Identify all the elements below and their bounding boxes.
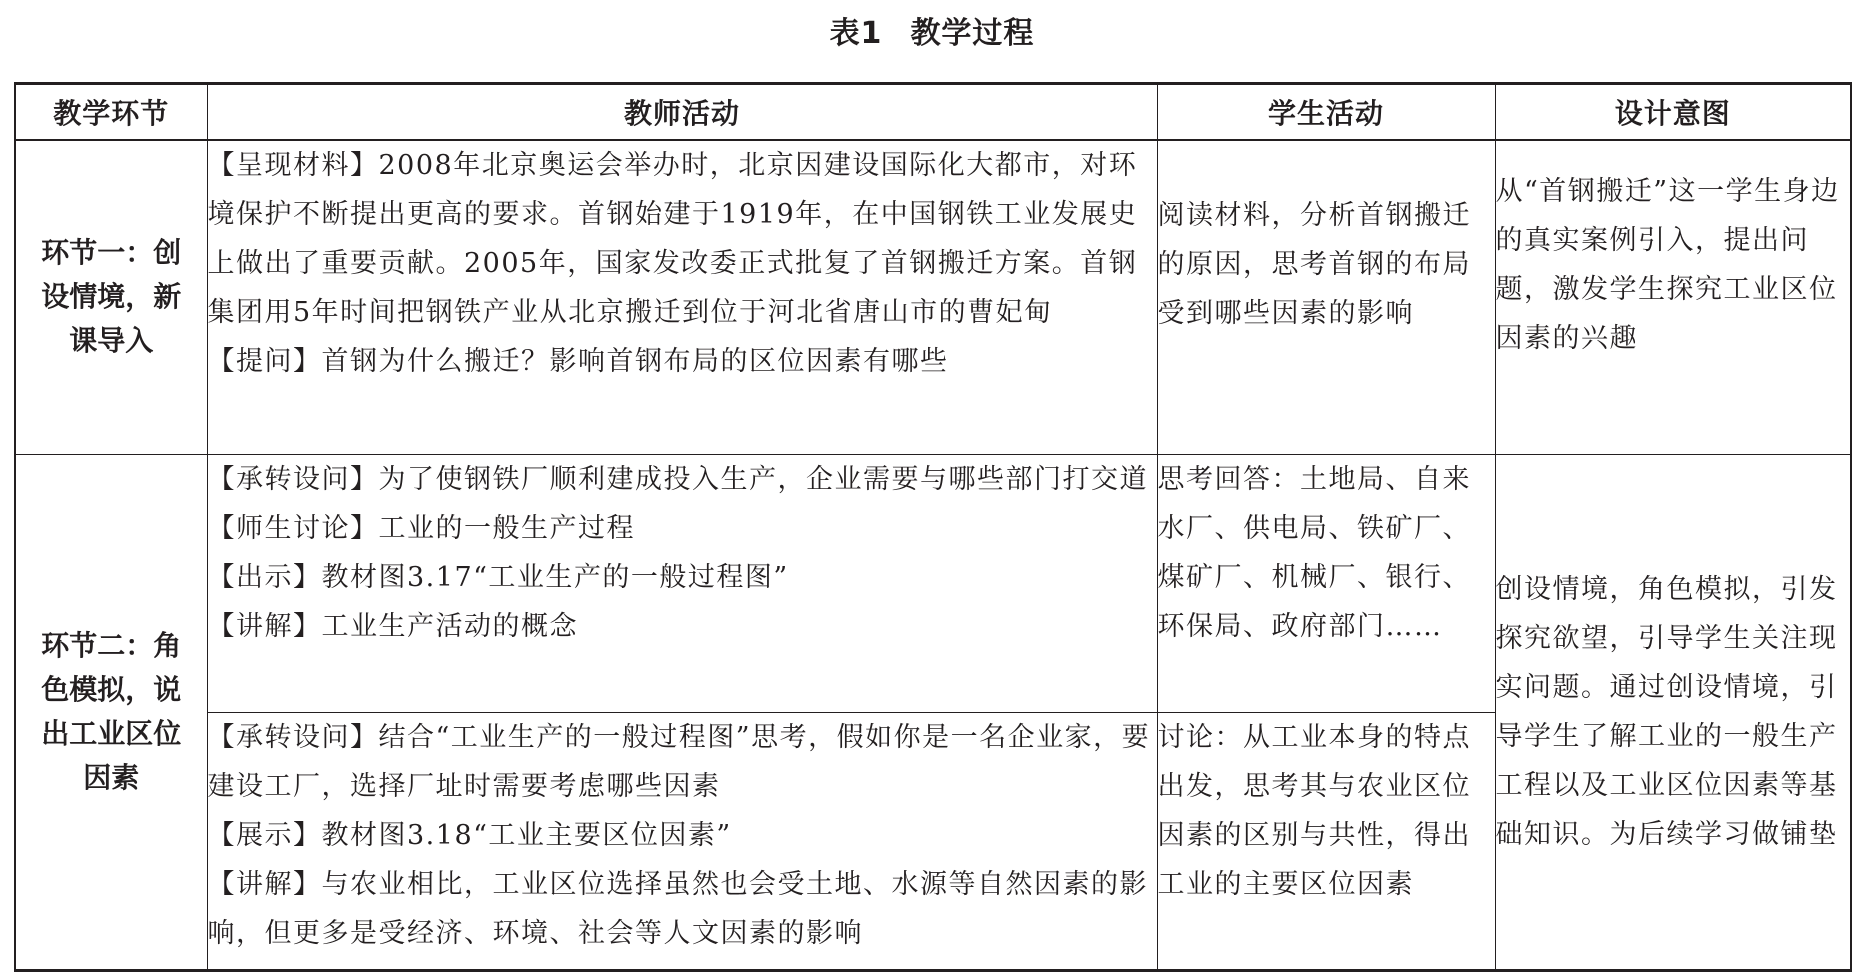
table-row <box>15 140 1851 455</box>
activity-text: 教材图3.17“工业生产的一般过程图” <box>321 561 789 593</box>
teacher-activity-cell-2 <box>207 454 1157 712</box>
stage-line: 环节一：创 <box>41 236 182 270</box>
table-caption <box>0 8 1864 60</box>
stage-cell-2 <box>15 454 207 970</box>
teacher-activity-cell-1 <box>207 140 1157 455</box>
teacher-activity-item <box>208 337 1157 386</box>
teacher-activity-item <box>208 860 1157 958</box>
stage-line: 环节二：角 <box>41 628 182 662</box>
stage-line: 出工业区位 <box>41 716 182 750</box>
activity-text: 与农业相比，工业区位选择虽然也会受土地、水源等自然因素的影响，但更多是受经济、环境、社会等人文因素的影响 <box>207 868 1148 949</box>
table-number: 表1 <box>829 16 883 51</box>
stage-line: 因素 <box>83 760 140 794</box>
stage-line: 色模拟，说 <box>41 672 182 706</box>
stage-line: 设情境，新 <box>41 280 182 314</box>
teacher-activity-cell-3 <box>207 712 1157 970</box>
teacher-activity-item <box>208 602 1157 651</box>
activity-tag: 【出示】 <box>207 561 322 593</box>
activity-tag: 【承转设问】 <box>207 463 379 495</box>
activity-text: 结合“工业生产的一般过程图”思考，假如你是一名企业家，要建设工厂，选择厂址时需要考虑哪些因素 <box>207 721 1151 802</box>
activity-text: 工业的一般生产过程 <box>378 512 635 544</box>
table-row <box>15 454 1851 712</box>
design-intent-cell-1: 从“首钢搬迁”这一学生身边的真实案例引入，提出问题，激发学生探究工业区位因素的兴趣 <box>1495 140 1851 455</box>
table-title: 教学过程 <box>910 16 1035 51</box>
student-activity-cell-1: 阅读材料，分析首钢搬迁的原因，思考首钢的布局受到哪些因素的影响 <box>1157 140 1495 455</box>
teacher-activity-item <box>208 141 1157 337</box>
header-teacher-activity: 教师活动 <box>207 84 1157 140</box>
activity-text: 为了使钢铁厂顺利建成投入生产，企业需要与哪些部门打交道 <box>378 463 1148 495</box>
activity-tag: 【讲解】 <box>207 610 322 642</box>
activity-tag: 【展示】 <box>207 819 322 851</box>
design-intent-cell-2: 创设情境，角色模拟，引发探究欲望，引导学生关注现实问题。通过创设情境，引导学生了解工业的一般生产工程以及工业区位因素等基础知识。为后续学习做铺垫 <box>1495 454 1851 970</box>
activity-tag: 【承转设问】 <box>207 721 379 753</box>
activity-text: 首钢为什么搬迁？影响首钢布局的区位因素有哪些 <box>321 345 949 377</box>
student-activity-cell-3: 讨论：从工业本身的特点出发，思考其与农业区位因素的区别与共性，得出工业的主要区位因素 <box>1157 712 1495 970</box>
teacher-activity-item <box>208 713 1157 811</box>
teacher-activity-item <box>208 455 1157 504</box>
activity-tag: 【呈现材料】 <box>207 149 379 181</box>
header-student-activity: 学生活动 <box>1157 84 1495 140</box>
activity-tag: 【提问】 <box>207 345 322 377</box>
header-stage: 教学环节 <box>15 84 207 140</box>
activity-tag: 【师生讨论】 <box>207 512 379 544</box>
activity-tag: 【讲解】 <box>207 868 322 900</box>
teacher-activity-item <box>208 553 1157 602</box>
stage-line: 课导入 <box>69 324 154 358</box>
student-activity-cell-2: 思考回答：土地局、自来水厂、供电局、铁矿厂、煤矿厂、机械厂、银行、环保局、政府部门…… <box>1157 454 1495 712</box>
teacher-activity-item <box>208 811 1157 860</box>
activity-text: 教材图3.18“工业主要区位因素” <box>321 819 732 851</box>
teacher-activity-item <box>208 504 1157 553</box>
activity-text: 工业生产活动的概念 <box>321 610 578 642</box>
header-row <box>15 84 1851 140</box>
teaching-process-table <box>14 82 1852 972</box>
header-design-intent: 设计意图 <box>1495 84 1851 140</box>
activity-text: 2008年北京奥运会举办时，北京因建设国际化大都市，对环境保护不断提出更高的要求。首钢始建于1919年，在中国钢铁工业发展史上做出了重要贡献。2005年，国家发改委正式批复了首钢搬迁方案。首钢集团用5年时间把钢铁产业从北京搬迁到位于河北省唐山市的曹妃甸 <box>207 149 1138 328</box>
stage-cell-1 <box>15 140 207 455</box>
